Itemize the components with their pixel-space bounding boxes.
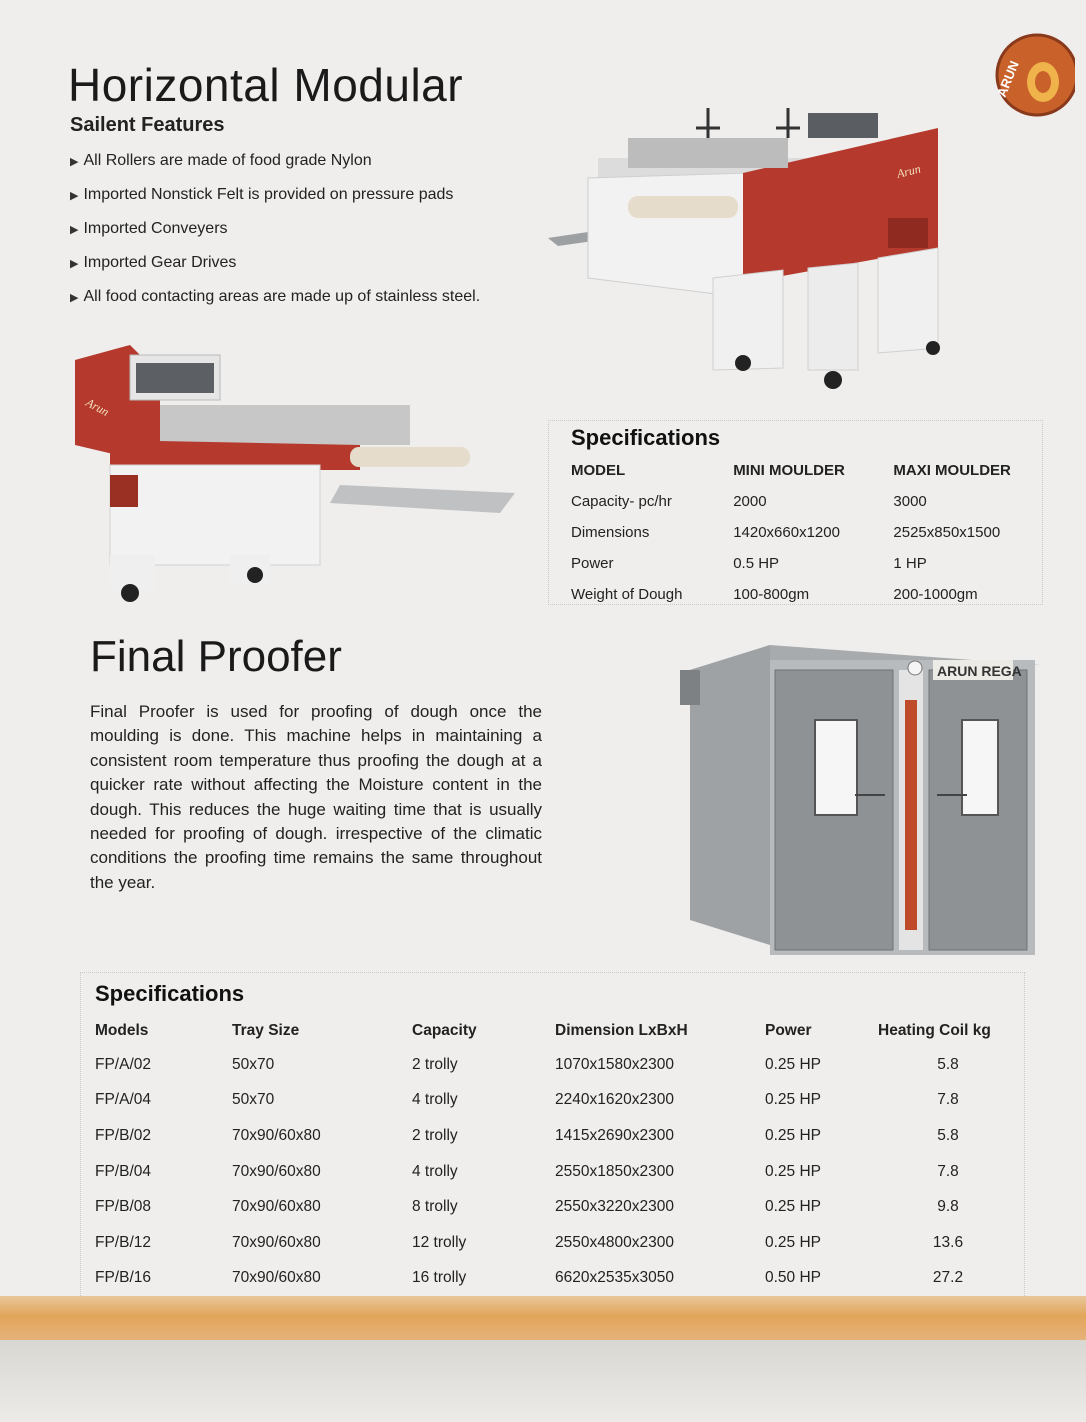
table-cell: 50x70 (232, 1091, 275, 1109)
table-cell: 9.8 (937, 1198, 959, 1216)
table-row (95, 1118, 1018, 1154)
table-cell: 2 trolly (412, 1126, 458, 1144)
table-cell: 70x90/60x80 (232, 1126, 321, 1144)
features-title: Sailent Features (70, 114, 225, 136)
table-cell: 0.25 HP (765, 1162, 822, 1180)
table-row (95, 1261, 1018, 1297)
feature-item: ▶ Imported Nonstick Felt is provided on pressure pads (70, 186, 454, 203)
arun-logo (985, 20, 1075, 120)
column-header: Capacity (412, 1022, 477, 1039)
proofer-specifications-title: Specifications (95, 981, 245, 1006)
table-row (571, 548, 1042, 579)
table-cell: 27.2 (932, 1269, 964, 1287)
table-row (571, 579, 1042, 610)
table-cell: 1070x1580x2300 (555, 1055, 674, 1073)
table-cell: 70x90/60x80 (232, 1233, 321, 1251)
table-cell: 13.6 (932, 1233, 964, 1251)
table-cell: 0.25 HP (765, 1126, 822, 1144)
column-header: MINI MOULDER (733, 462, 845, 479)
table-cell: 0.25 HP (765, 1055, 822, 1073)
table-row (95, 1083, 1018, 1119)
bottom-orange-band (0, 1296, 1086, 1340)
column-header: MODEL (571, 462, 626, 479)
table-cell: 16 trolly (412, 1269, 467, 1287)
table-cell: 4 trolly (412, 1162, 458, 1180)
page-title: Horizontal Modular (68, 59, 464, 111)
table-cell: 70x90/60x80 (232, 1198, 321, 1216)
feature-item: ▶ All Rollers are made of food grade Nylon (70, 152, 372, 169)
table-cell: 7.8 (937, 1091, 959, 1109)
table-cell: 200-1000gm (893, 586, 978, 603)
feature-item: ▶ Imported Conveyers (70, 220, 228, 237)
table-cell: 2 trolly (412, 1055, 458, 1073)
proofer-spec-table (95, 1015, 1018, 1296)
bullet-triangle-icon: ▶ (70, 224, 79, 236)
table-cell: Power (571, 555, 614, 572)
final-proofer-title: Final Proofer (90, 632, 342, 681)
moulder-machine-image (548, 98, 988, 398)
final-proofer-description: Final Proofer is used for proofing of dough once the moulding is done. This machine helps in maintaining a consistent room temperature thus proofing the dough at a quicker rate without affecting the Moisture content in the dough. This reduces the huge waiting time that is usually needed for proofing of dough. irrespective of the climatic conditions the proofing time remains the same throughout the year. (90, 702, 542, 892)
table-cell: 0.5 HP (733, 555, 780, 572)
moulder-machine-image-2 (70, 335, 530, 610)
column-header: Power (765, 1022, 812, 1039)
table-header-row (571, 455, 1042, 486)
table-cell: Weight of Dough (571, 586, 683, 603)
moulder-spec-table (571, 455, 1042, 610)
table-cell: 70x90/60x80 (232, 1269, 321, 1287)
feature-item: ▶ Imported Gear Drives (70, 254, 237, 271)
table-cell: 0.25 HP (765, 1198, 822, 1216)
table-cell: 5.8 (937, 1055, 959, 1073)
svg-text:ARUN REGA: ARUN REGA (937, 663, 1022, 679)
table-cell: 0.50 HP (765, 1269, 822, 1287)
proofer-cabinet-image (675, 640, 1040, 960)
bullet-triangle-icon: ▶ (70, 156, 79, 168)
moulder-specifications-title: Specifications (571, 425, 721, 450)
table-row (95, 1047, 1018, 1083)
table-cell: 0.25 HP (765, 1091, 822, 1109)
table-cell: Dimensions (571, 524, 650, 541)
table-cell: Capacity- pc/hr (571, 493, 672, 510)
svg-text:Arun: Arun (83, 395, 112, 419)
table-cell: 2550x4800x2300 (555, 1233, 674, 1251)
table-cell: FP/A/04 (95, 1091, 151, 1109)
table-cell: 6620x2535x3050 (555, 1269, 674, 1287)
table-cell: 4 trolly (412, 1091, 458, 1109)
table-cell: 50x70 (232, 1055, 275, 1073)
table-cell: FP/B/16 (95, 1269, 151, 1287)
table-cell: 2525x850x1500 (893, 524, 1001, 541)
table-row (95, 1189, 1018, 1225)
table-cell: 3000 (893, 493, 927, 510)
table-cell: 2240x1620x2300 (555, 1091, 674, 1109)
table-cell: 5.8 (937, 1126, 959, 1144)
table-cell: 100-800gm (733, 586, 810, 603)
table-cell: 8 trolly (412, 1198, 458, 1216)
table-cell: 12 trolly (412, 1233, 467, 1251)
column-header: Tray Size (232, 1022, 300, 1039)
column-header: Heating Coil kg (878, 1022, 991, 1039)
feature-item: ▶ All food contacting areas are made up of stainless steel. (70, 288, 481, 305)
table-cell: FP/B/02 (95, 1126, 151, 1144)
column-header: MAXI MOULDER (893, 462, 1011, 479)
page-bottom-edge (0, 1340, 1086, 1422)
column-header: Dimension LxBxH (555, 1022, 688, 1039)
proofer-specifications (80, 972, 1025, 1300)
table-cell: FP/A/02 (95, 1055, 151, 1073)
svg-text:Arun: Arun (895, 161, 923, 181)
table-cell: 70x90/60x80 (232, 1162, 321, 1180)
bullet-triangle-icon: ▶ (70, 258, 79, 270)
table-cell: 1 HP (893, 555, 927, 572)
table-cell: FP/B/12 (95, 1233, 151, 1251)
feature-list (70, 152, 480, 322)
bullet-triangle-icon: ▶ (70, 190, 79, 202)
table-cell: 2000 (733, 493, 767, 510)
table-row (95, 1154, 1018, 1190)
table-cell: 2550x1850x2300 (555, 1162, 674, 1180)
moulder-specifications (548, 420, 1043, 605)
table-cell: FP/B/04 (95, 1162, 151, 1180)
table-cell: 0.25 HP (765, 1233, 822, 1251)
table-row (571, 486, 1042, 517)
table-cell: 1415x2690x2300 (555, 1126, 674, 1144)
table-row (95, 1225, 1018, 1261)
table-cell: FP/B/08 (95, 1198, 151, 1216)
column-header: Models (95, 1022, 149, 1039)
table-cell: 2550x3220x2300 (555, 1198, 674, 1216)
svg-text:ARUN: ARUN (993, 58, 1022, 100)
table-cell: 7.8 (937, 1162, 959, 1180)
table-header-row (95, 1015, 1018, 1047)
table-row (571, 517, 1042, 548)
table-cell: 1420x660x1200 (733, 524, 840, 541)
bullet-triangle-icon: ▶ (70, 292, 79, 304)
